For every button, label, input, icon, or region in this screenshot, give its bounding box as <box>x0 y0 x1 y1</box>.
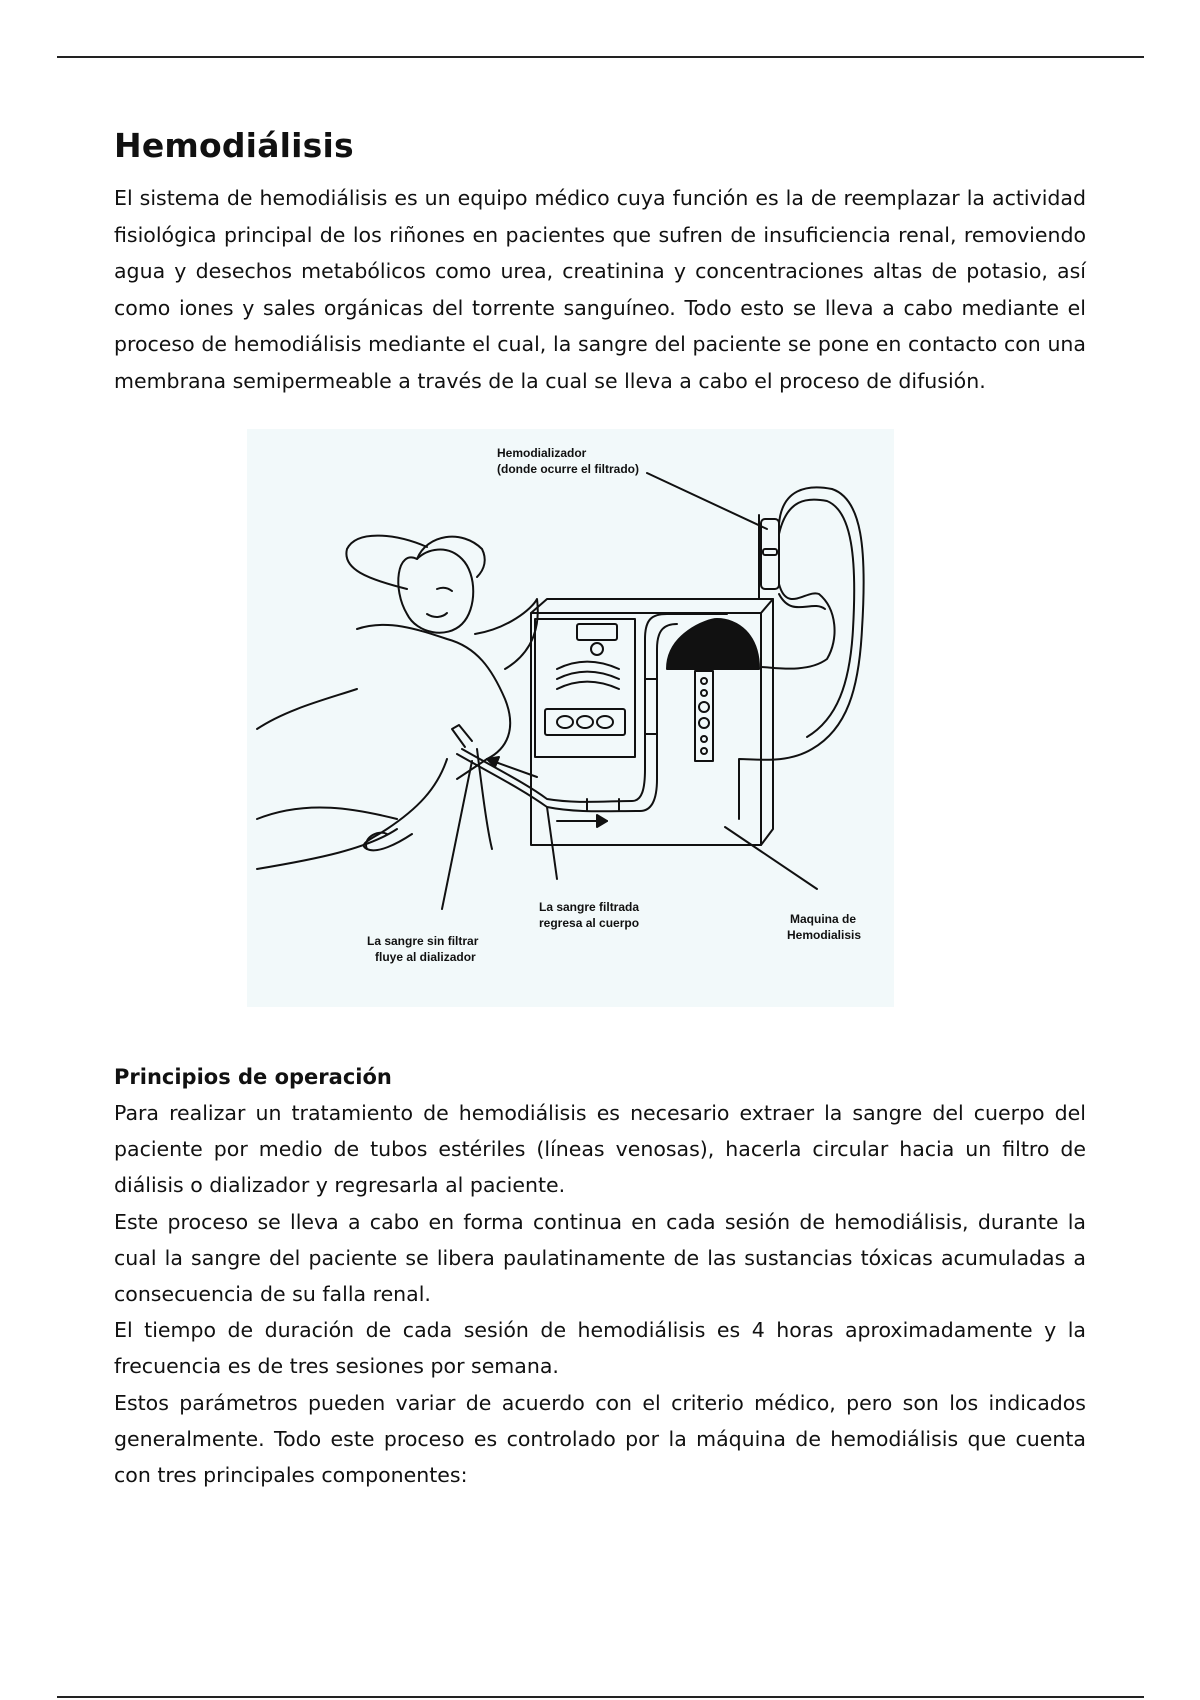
filtered-label-line-1: La sangre filtrada <box>539 900 640 914</box>
hemodialysis-illustration <box>247 429 894 1007</box>
section-paragraph-4: Estos parámetros pueden variar de acuerdo con el criterio médico, pero son los indicados generalmente. Todo este proceso es controlado por la máquina de hemodiálisis que cuenta con tres principales componentes: <box>114 1390 1086 1488</box>
unfiltered-label-line-1: La sangre sin filtrar <box>367 934 479 948</box>
dialyzer-label-line-2: (donde ocurre el filtrado) <box>497 462 640 476</box>
filtered-label-line-2: regresa al cuerpo <box>539 916 640 930</box>
patient-torso <box>357 625 510 779</box>
section-heading: Principios de operación <box>114 1065 392 1089</box>
page-content <box>114 118 1086 1493</box>
unfiltered-leader <box>442 761 472 909</box>
patient-arm-behind-head <box>346 536 427 589</box>
hemodialysis-diagram <box>247 429 894 1007</box>
page-title: Hemodiálisis <box>114 126 354 165</box>
section-paragraph-2: Este proceso se lleva a cabo en forma continua en cada sesión de hemodiálisis, durante la cual la sangre del paciente se libera paulatinamente de las sustancias tóxicas acumuladas a consecuencia de su falla renal. <box>114 1209 1086 1307</box>
blood-pump <box>667 619 759 669</box>
patient-blanket <box>257 807 397 819</box>
unfiltered-label-line-2: fluye al dializador <box>375 950 476 964</box>
patient-shoulder <box>475 599 538 669</box>
bottom-rule <box>57 1696 1144 1698</box>
dialyzer-leader <box>647 473 767 529</box>
dialyzer-label-line-1: Hemodializador <box>497 446 587 460</box>
filtered-leader <box>547 807 557 879</box>
section-paragraph-1: Para realizar un tratamiento de hemodiálisis es necesario extraer la sangre del cuerpo del paciente por medio de tubos estériles (líneas venosas), hacerla circular hacia un filtro de diálisis o dializador y regresarla al paciente. <box>114 1101 1086 1198</box>
patient-body-line <box>257 689 357 729</box>
machine-leader <box>725 827 817 889</box>
intro-paragraph: El sistema de hemodiálisis es un equipo médico cuya función es la de reemplazar la actividad fisiológica principal de los riñones en pacientes que sufren de insuficiencia renal, removiendo agua y desechos metabólicos como urea, creatinina y concentraciones altas de potasio, así como iones y sales orgánicas del torrente sanguíneo. Todo esto se lleva a cabo mediante el proceso de hemodiálisis mediante el cual, la sangre del paciente se pone en contacto con una membrana semipermeable a través de la cual se lleva a cabo el proceso de difusión. <box>114 186 1086 393</box>
machine-label-line-2: Hemodialisis <box>787 928 862 942</box>
machine-label-line-1: Maquina de <box>790 912 857 926</box>
top-rule <box>57 56 1144 58</box>
patient-hair <box>417 537 485 577</box>
section-paragraph-3: El tiempo de duración de cada sesión de hemodiálisis es 4 horas aproximadamente y la frecuencia es de tres sesiones por semana. <box>114 1318 1086 1379</box>
patient-forearm <box>364 759 447 850</box>
patient-head <box>398 550 473 633</box>
